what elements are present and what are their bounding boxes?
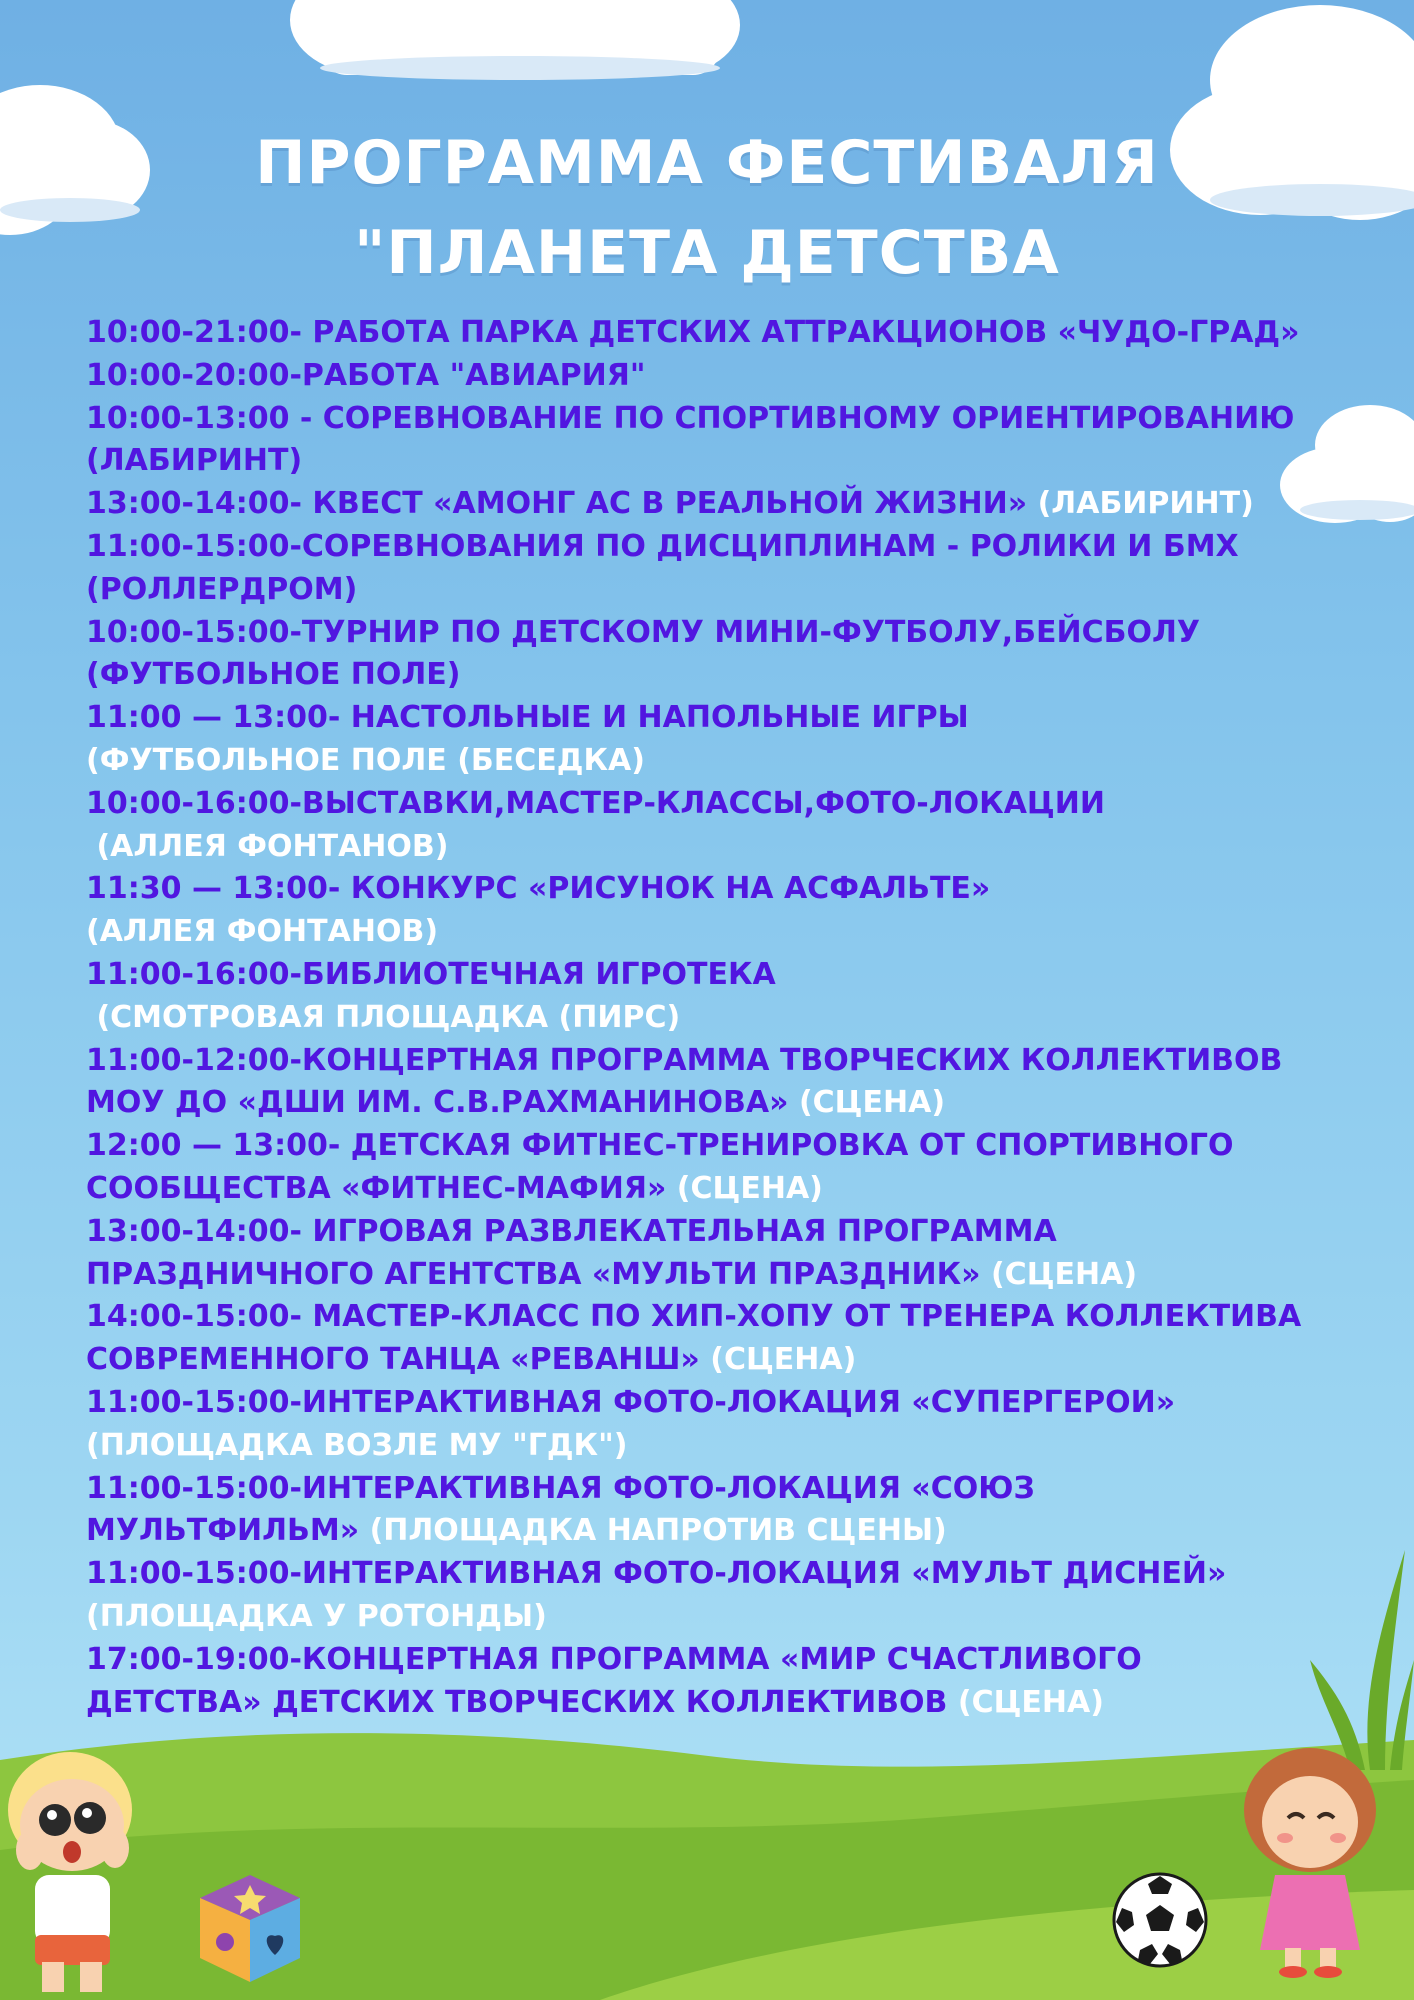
schedule-line [86, 783, 1346, 826]
schedule-item-text: 11:00-15:00-СОРЕВНОВАНИЯ ПО ДИСЦИПЛИНАМ - РОЛИКИ И БМХ [86, 528, 1239, 564]
schedule-item-location: (СЦЕНА) [957, 1684, 1104, 1720]
schedule-item-text: МОУ ДО «ДШИ ИМ. С.В.РАХМАНИНОВА» [86, 1085, 789, 1121]
schedule-line [86, 911, 1346, 954]
schedule-item-location: (ПЛОЩАДКА У РОТОНДЫ) [86, 1598, 547, 1634]
schedule-line [86, 868, 1346, 911]
schedule-item-location: (ФУТБОЛЬНОЕ ПОЛЕ (БЕСЕДКА) [86, 742, 645, 778]
schedule-line [86, 1596, 1346, 1639]
schedule-item-location: (СЦЕНА) [710, 1342, 857, 1378]
schedule-line [86, 1339, 1346, 1382]
schedule-item-text: 11:00-12:00-КОНЦЕРТНАЯ ПРОГРАММА ТВОРЧЕСКИХ КОЛЛЕКТИВОВ [86, 1042, 1283, 1078]
toy-cube-icon [195, 1870, 305, 1985]
schedule-line [86, 1040, 1346, 1083]
schedule-line [86, 1382, 1346, 1425]
schedule-line [86, 1510, 1346, 1553]
schedule-line [86, 1082, 1346, 1125]
schedule-item-text: (РОЛЛЕРДРОМ) [86, 571, 358, 607]
schedule-item-location: (СЦЕНА) [798, 1085, 946, 1121]
title-line-2: "ПЛАНЕТА ДЕТСТВА [354, 218, 1060, 288]
festival-title [0, 118, 1414, 298]
schedule-item-location: (СМОТРОВАЯ ПЛОЩАДКА (ПИРС) [86, 999, 681, 1035]
schedule-line [86, 355, 1346, 398]
schedule-item-text: 11:30 — 13:00- КОНКУРС «РИСУНОК НА АСФАЛЬТЕ» [86, 871, 991, 907]
schedule-line [86, 954, 1346, 997]
schedule-item-location: (АЛЛЕЯ ФОНТАНОВ) [86, 828, 449, 864]
schedule-item-text: ДЕТСТВА» ДЕТСКИХ ТВОРЧЕСКИХ КОЛЛЕКТИВОВ [86, 1684, 948, 1720]
schedule-line [86, 1553, 1346, 1596]
schedule-line [86, 1168, 1346, 1211]
schedule-item-text: 10:00-15:00-ТУРНИР ПО ДЕТСКОМУ МИНИ-ФУТБОЛУ,БЕЙСБОЛУ [86, 614, 1200, 650]
schedule-item-text: 10:00-21:00- РАБОТА ПАРКА ДЕТСКИХ АТТРАКЦИОНОВ «ЧУДО-ГРАД» [86, 315, 1300, 350]
schedule-item-text: МУЛЬТФИЛЬМ» [86, 1513, 360, 1549]
schedule-line [86, 740, 1346, 783]
schedule-item-text: СООБЩЕСТВА «ФИТНЕС-МАФИЯ» [86, 1170, 667, 1206]
schedule-line [86, 1296, 1346, 1339]
schedule-item-text: 10:00-20:00-РАБОТА "АВИАРИЯ" [86, 357, 646, 393]
schedule-line [86, 312, 1346, 355]
schedule-item-text: 11:00 — 13:00- НАСТОЛЬНЫЕ И НАПОЛЬНЫЕ ИГРЫ [86, 700, 969, 736]
schedule-line [86, 440, 1346, 483]
schedule-item-text: (ФУТБОЛЬНОЕ ПОЛЕ) [86, 657, 461, 693]
schedule-item-text: 11:00-15:00-ИНТЕРАКТИВНАЯ ФОТО-ЛОКАЦИЯ «СУПЕРГЕРОИ» [86, 1384, 1176, 1420]
schedule-item-location: (ЛАБИРИНТ) [1037, 486, 1254, 522]
cloud-icon [280, 0, 750, 90]
schedule-item-text: 13:00-14:00- КВЕСТ «АМОНГ АС В РЕАЛЬНОЙ ЖИЗНИ» [86, 486, 1028, 522]
grass-plant-icon [1310, 1550, 1414, 1770]
schedule-item-text: 11:00-15:00-ИНТЕРАКТИВНАЯ ФОТО-ЛОКАЦИЯ «СОЮЗ [86, 1470, 1035, 1506]
schedule-line [86, 697, 1346, 740]
schedule-item-text: 11:00-15:00-ИНТЕРАКТИВНАЯ ФОТО-ЛОКАЦИЯ «МУЛЬТ ДИСНЕЙ» [86, 1556, 1227, 1592]
schedule-line [86, 1125, 1346, 1168]
schedule-item-text: СОВРЕМЕННОГО ТАНЦА «РЕВАНШ» [86, 1342, 700, 1378]
schedule-line [86, 612, 1346, 655]
schedule-item-location: (АЛЛЕЯ ФОНТАНОВ) [86, 914, 439, 950]
schedule-line [86, 1468, 1346, 1511]
schedule-item-text: 17:00-19:00-КОНЦЕРТНАЯ ПРОГРАММА «МИР СЧАСТЛИВОГО [86, 1641, 1142, 1677]
boy-illustration [0, 1740, 150, 2000]
schedule-line [86, 526, 1346, 569]
schedule-line [86, 398, 1346, 441]
schedule-item-text: 14:00-15:00- МАСТЕР-КЛАСС ПО ХИП-ХОПУ ОТ ТРЕНЕРА КОЛЛЕКТИВА [86, 1299, 1302, 1335]
schedule-line [86, 1639, 1346, 1682]
schedule-item-location: (ПЛОЩАДКА НАПРОТИВ СЦЕНЫ) [369, 1513, 947, 1549]
schedule-item-text: 12:00 — 13:00- ДЕТСКАЯ ФИТНЕС-ТРЕНИРОВКА ОТ СПОРТИВНОГО [86, 1128, 1234, 1164]
title-line-1: ПРОГРАММА ФЕСТИВАЛЯ [255, 128, 1159, 198]
schedule-item-location: (СЦЕНА) [990, 1256, 1138, 1292]
schedule-item-text: (ЛАБИРИНТ) [86, 443, 303, 479]
schedule-line [86, 1425, 1346, 1468]
schedule-list [86, 312, 1346, 1724]
schedule-item-text: 11:00-16:00-БИБЛИОТЕЧНАЯ ИГРОТЕКА [86, 956, 776, 992]
schedule-item-text: 10:00-16:00-ВЫСТАВКИ,МАСТЕР-КЛАССЫ,ФОТО-ЛОКАЦИИ [86, 785, 1105, 821]
schedule-item-text: 10:00-13:00 - СОРЕВНОВАНИЕ ПО СПОРТИВНОМУ ОРИЕНТИРОВАНИЮ [86, 400, 1295, 436]
schedule-item-location: (СЦЕНА) [676, 1170, 823, 1206]
schedule-line [86, 1254, 1346, 1297]
soccer-ball-icon [1110, 1870, 1210, 1970]
schedule-item-location: (ПЛОЩАДКА ВОЗЛЕ МУ "ГДК") [86, 1427, 628, 1463]
schedule-line [86, 569, 1346, 612]
schedule-item-text: ПРАЗДНИЧНОГО АГЕНТСТВА «МУЛЬТИ ПРАЗДНИК» [86, 1256, 981, 1292]
schedule-line [86, 997, 1346, 1040]
schedule-line [86, 826, 1346, 869]
schedule-line [86, 654, 1346, 697]
schedule-item-text: 13:00-14:00- ИГРОВАЯ РАЗВЛЕКАТЕЛЬНАЯ ПРОГРАММА [86, 1213, 1057, 1249]
schedule-line [86, 1211, 1346, 1254]
girl-illustration [1230, 1740, 1390, 1980]
schedule-line [86, 483, 1346, 526]
